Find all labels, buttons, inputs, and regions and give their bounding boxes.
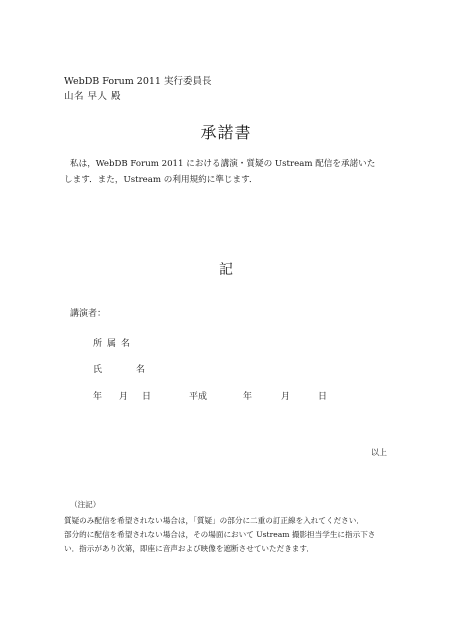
note-line-1: 質疑のみ配信を希望されない場合は，「質疑」の部分に二重の訂正線を入れてください．: [64, 516, 364, 525]
date-year2-label: 年: [243, 392, 253, 402]
date-day-label: 日: [142, 392, 152, 402]
ki-heading: 記: [219, 262, 233, 278]
closing-mark: 以上: [371, 448, 387, 457]
notes-heading: （注記）: [70, 500, 101, 509]
document-title: 承諾書: [200, 123, 252, 142]
name-label-first: 氏: [93, 365, 103, 375]
speaker-label: 講演者：: [70, 309, 107, 319]
date-month-label: 月: [119, 392, 129, 402]
note-line-3: い．指示があり次第，即座に音声および映像を遮断させていただきます．: [64, 544, 314, 553]
affiliation-label: 所属名: [93, 339, 136, 349]
date-year-label: 年: [93, 392, 103, 402]
body-line-2: します．また，Ustream の利用規約に準じます．: [64, 175, 258, 185]
recipient-line-2: 山名 早人 殿: [64, 91, 122, 102]
date-era-label: 平成: [189, 392, 208, 402]
name-label-second: 名: [136, 365, 146, 375]
body-line-1: 私は，WebDB Forum 2011 における講演・質疑の Ustream 配信を承諾いた: [70, 159, 376, 169]
note-line-2: 部分的に配信を希望されない場合は，その場面において Ustream 撮影担当学生に指示下さ: [64, 530, 376, 539]
date-month2-label: 月: [281, 392, 291, 402]
name-label: [93, 362, 145, 375]
recipient-line-1: WebDB Forum 2011 実行委員長: [64, 76, 212, 87]
date-day2-label: 日: [318, 392, 328, 402]
date-row: [93, 389, 353, 403]
